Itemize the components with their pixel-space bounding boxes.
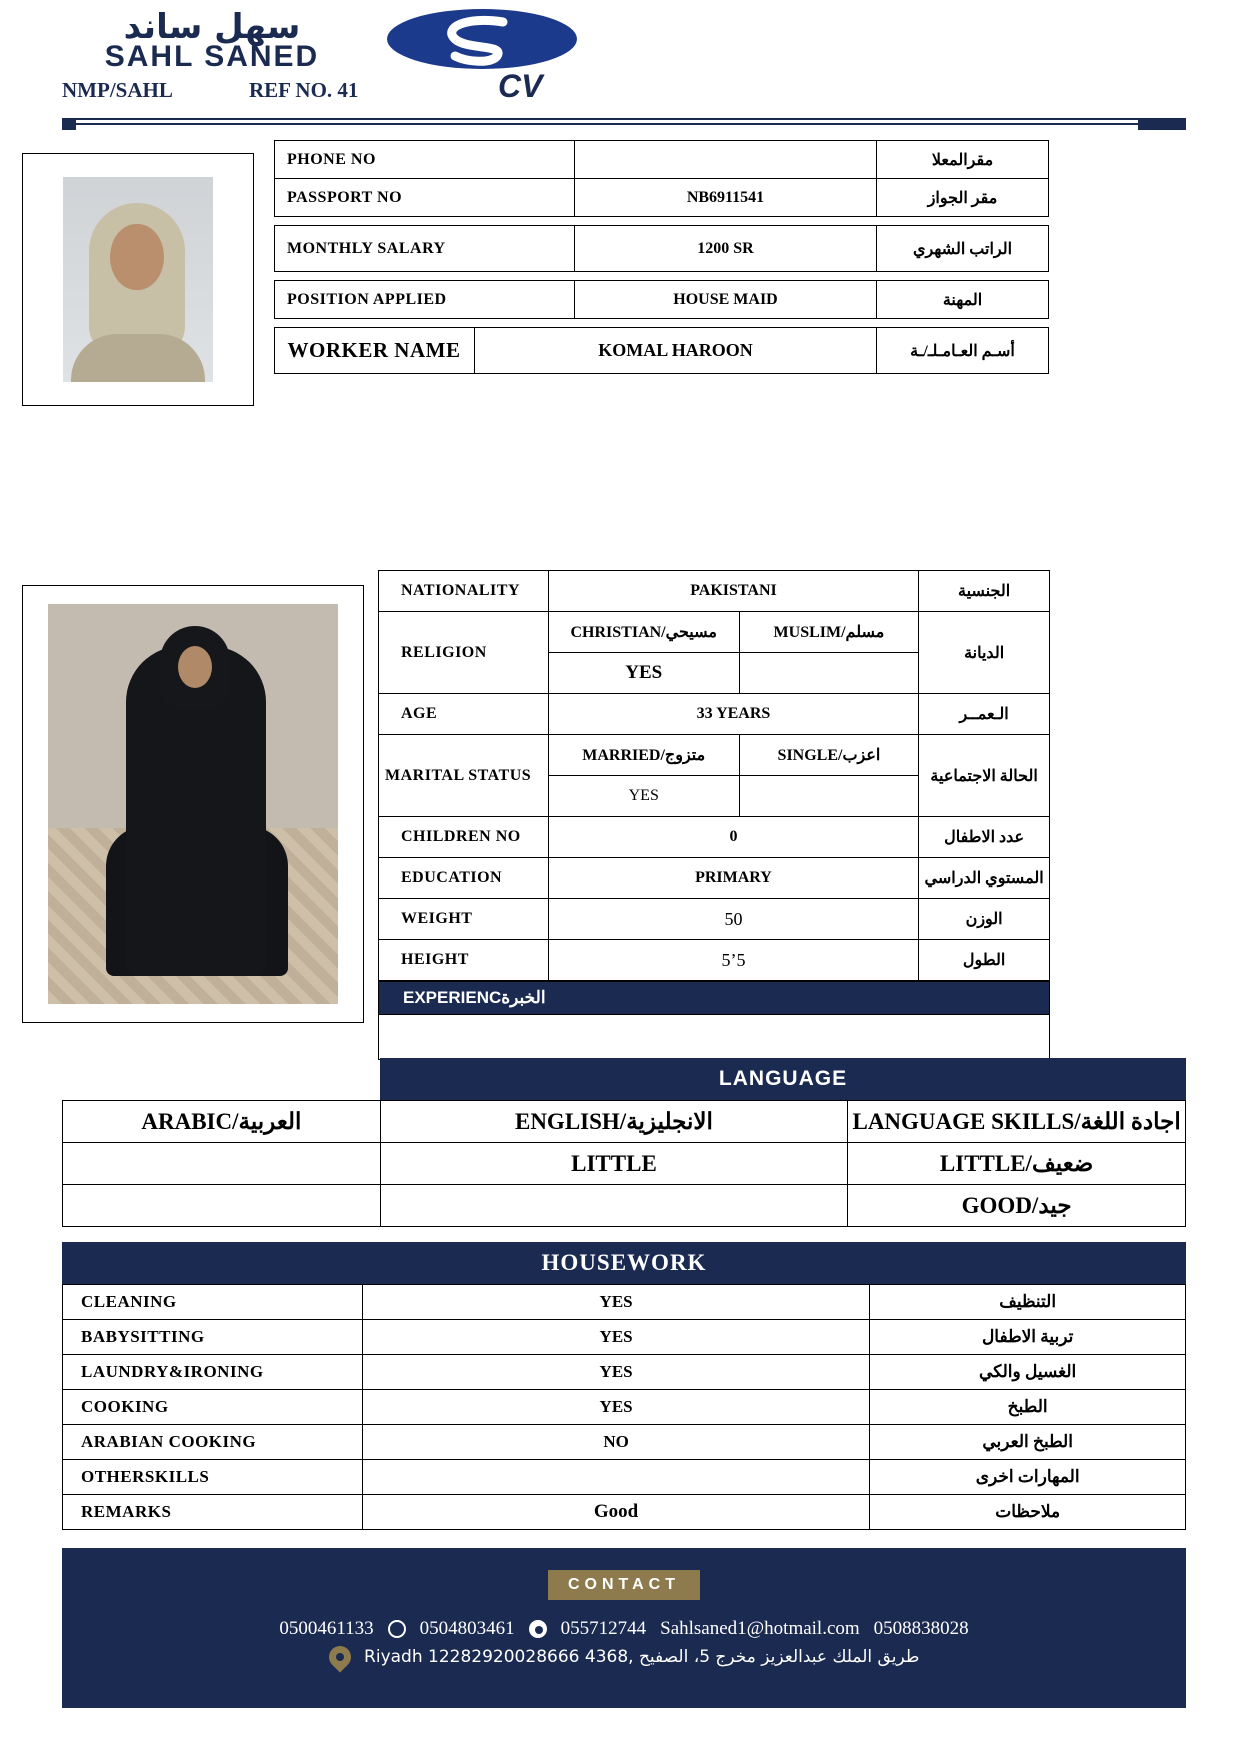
language-row2-english <box>380 1185 848 1227</box>
worker-name-label: WORKER NAME <box>275 328 475 374</box>
housework-arabic-arabian-cooking: الطبخ العربي <box>870 1425 1186 1460</box>
age-label: AGE <box>379 694 549 735</box>
table-row <box>379 858 1050 899</box>
phone-2: 0504803461 <box>419 1618 515 1639</box>
religion-label: RELIGION <box>379 612 549 694</box>
housework-label-laundry: LAUNDRY&IRONING <box>63 1355 363 1390</box>
housework-label-arabian-cooking: ARABIAN COOKING <box>63 1425 363 1460</box>
office-code: NMP/SAHL <box>62 78 172 102</box>
housework-arabic-laundry: الغسيل والكي <box>870 1355 1186 1390</box>
housework-label-cleaning: CLEANING <box>63 1285 363 1320</box>
language-header-skills: LANGUAGE SKILLS/اجادة اللغة <box>848 1101 1186 1143</box>
passport-label: PASSPORT NO <box>275 179 575 217</box>
worker-name-value: KOMAL HAROON <box>475 328 877 374</box>
housework-value-laundry: YES <box>362 1355 869 1390</box>
housework-value-cooking: YES <box>362 1390 869 1425</box>
position-label-arabic: المهنة <box>877 281 1049 319</box>
brand-name-english: SAHL SANED <box>104 40 320 73</box>
housework-arabic-cleaning: التنظيف <box>870 1285 1186 1320</box>
contact-phones <box>62 1618 1186 1640</box>
education-value: PRIMARY <box>548 858 918 899</box>
language-section <box>62 1058 1186 1227</box>
housework-arabic-cooking: الطبخ <box>870 1390 1186 1425</box>
education-label: EDUCATION <box>379 858 549 899</box>
experience-header: EXPERIENCالخبرة <box>378 981 1050 1014</box>
personal-details-table <box>378 570 1050 1060</box>
housework-value-babysitting: YES <box>362 1320 869 1355</box>
housework-section <box>62 1242 1186 1530</box>
marital-option-married: MARRIED/متزوج <box>548 735 739 776</box>
table-row <box>275 328 1049 374</box>
language-row1-skill: LITTLE/ضعيف <box>848 1143 1186 1185</box>
brand-name-arabic: سهل ساند <box>123 7 301 47</box>
contact-title: CONTACT <box>548 1570 700 1600</box>
table-row <box>275 141 1049 179</box>
table-row <box>379 899 1050 940</box>
housework-label-babysitting: BABYSITTING <box>63 1320 363 1355</box>
document-header <box>0 0 1248 118</box>
contact-address <box>62 1646 1186 1668</box>
language-row2-skill: GOOD/جيد <box>848 1185 1186 1227</box>
table-row <box>379 571 1050 612</box>
children-label: CHILDREN NO <box>379 817 549 858</box>
phone-1: 0500461133 <box>279 1618 374 1639</box>
height-value: 5’5 <box>548 940 918 981</box>
religion-option-christian: CHRISTIAN/مسيحي <box>548 612 739 653</box>
portrait-image <box>63 177 213 382</box>
housework-arabic-otherskills: المهارات اخرى <box>870 1460 1186 1495</box>
full-body-photo <box>22 585 364 1023</box>
language-header-arabic: ARABIC/العربية <box>63 1101 381 1143</box>
contact-block <box>274 140 1049 217</box>
table-row <box>63 1285 1186 1320</box>
religion-muslim-value <box>739 653 919 694</box>
housework-value-cleaning: YES <box>362 1285 869 1320</box>
position-block <box>274 280 1049 319</box>
table-row <box>379 735 1050 776</box>
language-title: LANGUAGE <box>380 1058 1186 1100</box>
table-row <box>63 1320 1186 1355</box>
weight-label: WEIGHT <box>379 899 549 940</box>
marital-label: MARITAL STATUS <box>379 735 549 817</box>
language-header-english: ENGLISH/الانجليزية <box>380 1101 848 1143</box>
housework-label-otherskills: OTHERSKILLS <box>63 1460 363 1495</box>
full-body-image <box>48 604 338 1004</box>
company-logo <box>62 7 362 73</box>
weight-value: 50 <box>548 899 918 940</box>
table-row <box>63 1101 1186 1143</box>
housework-arabic-babysitting: تربية الاطفال <box>870 1320 1186 1355</box>
address-text: طريق الملك عبدالعزيز مخرج 5، الصفيح ,4368 12282920028666 Riyadh <box>364 1647 920 1667</box>
table-row <box>379 694 1050 735</box>
document-footer <box>62 1548 1186 1708</box>
worker-name-label-arabic: أسـم العـامـلـ/ـة <box>877 328 1049 374</box>
phone-label-arabic: مقرالمعلا <box>877 141 1049 179</box>
religion-christian-value: YES <box>548 653 739 694</box>
position-label: POSITION APPLIED <box>275 281 575 319</box>
housework-label-remarks: REMARKS <box>63 1495 363 1530</box>
nationality-label-arabic: الجنسية <box>919 571 1050 612</box>
religion-option-muslim: MUSLIM/مسلم <box>739 612 919 653</box>
table-row <box>63 1390 1186 1425</box>
table-row <box>379 612 1050 653</box>
experience-value <box>378 1014 1050 1060</box>
table-row <box>63 1495 1186 1530</box>
passport-value: NB6911541 <box>575 179 877 217</box>
marital-married-value: YES <box>548 776 739 817</box>
salary-label-arabic: الراتب الشهري <box>877 226 1049 272</box>
education-label-arabic: المستوي الدراسي <box>919 858 1050 899</box>
housework-table <box>62 1284 1186 1530</box>
salary-block <box>274 225 1049 272</box>
language-table <box>62 1100 1186 1227</box>
children-label-arabic: عدد الاطفال <box>919 817 1050 858</box>
housework-label-cooking: COOKING <box>63 1390 363 1425</box>
language-row1-arabic <box>63 1143 381 1185</box>
salary-label: MONTHLY SALARY <box>275 226 575 272</box>
marital-single-value <box>739 776 919 817</box>
portrait-photo <box>22 153 254 406</box>
applicant-info-grid <box>274 140 1050 382</box>
age-value: 33 YEARS <box>548 694 918 735</box>
whatsapp-icon <box>529 1620 547 1638</box>
housework-value-arabian-cooking: NO <box>362 1425 869 1460</box>
marital-label-arabic: الحالة الاجتماعية <box>919 735 1050 817</box>
table-row <box>275 179 1049 217</box>
cv-label: CV <box>498 68 543 104</box>
salary-value: 1200 SR <box>575 226 877 272</box>
table-row <box>275 226 1049 272</box>
marital-option-single: SINGLE/اعزب <box>739 735 919 776</box>
worker-name-block <box>274 327 1049 374</box>
table-row <box>63 1425 1186 1460</box>
housework-arabic-remarks: ملاحظات <box>870 1495 1186 1530</box>
table-row <box>63 1460 1186 1495</box>
housework-title: HOUSEWORK <box>62 1242 1186 1284</box>
weight-label-arabic: الوزن <box>919 899 1050 940</box>
table-row <box>379 817 1050 858</box>
phone-icon <box>388 1620 406 1638</box>
nationality-label: NATIONALITY <box>379 571 549 612</box>
nationality-value: PAKISTANI <box>548 571 918 612</box>
religion-label-arabic: الديانة <box>919 612 1050 694</box>
height-label: HEIGHT <box>379 940 549 981</box>
phone-4: 0508838028 <box>873 1618 969 1639</box>
housework-value-otherskills <box>362 1460 869 1495</box>
table-row <box>275 281 1049 319</box>
table-row <box>63 1185 1186 1227</box>
position-value: HOUSE MAID <box>575 281 877 319</box>
height-label-arabic: الطول <box>919 940 1050 981</box>
housework-value-remarks: Good <box>362 1495 869 1530</box>
swoosh-logo-icon <box>385 8 580 70</box>
phone-label: PHONE NO <box>275 141 575 179</box>
email-address[interactable]: Sahlsaned1@hotmail.com <box>660 1618 860 1639</box>
children-value: 0 <box>548 817 918 858</box>
phone-3: 055712744 <box>560 1618 647 1639</box>
table-row <box>63 1143 1186 1185</box>
location-pin-icon <box>324 1641 355 1672</box>
language-row2-arabic <box>63 1185 381 1227</box>
table-row <box>379 940 1050 981</box>
ref-number: REF NO. 41 <box>248 78 359 102</box>
language-row1-english: LITTLE <box>380 1143 848 1185</box>
passport-label-arabic: مقر الجواز <box>877 179 1049 217</box>
table-row <box>63 1355 1186 1390</box>
header-divider <box>62 118 1186 130</box>
reference-line <box>62 78 358 103</box>
phone-value <box>575 141 877 179</box>
age-label-arabic: الـعمــر <box>919 694 1050 735</box>
